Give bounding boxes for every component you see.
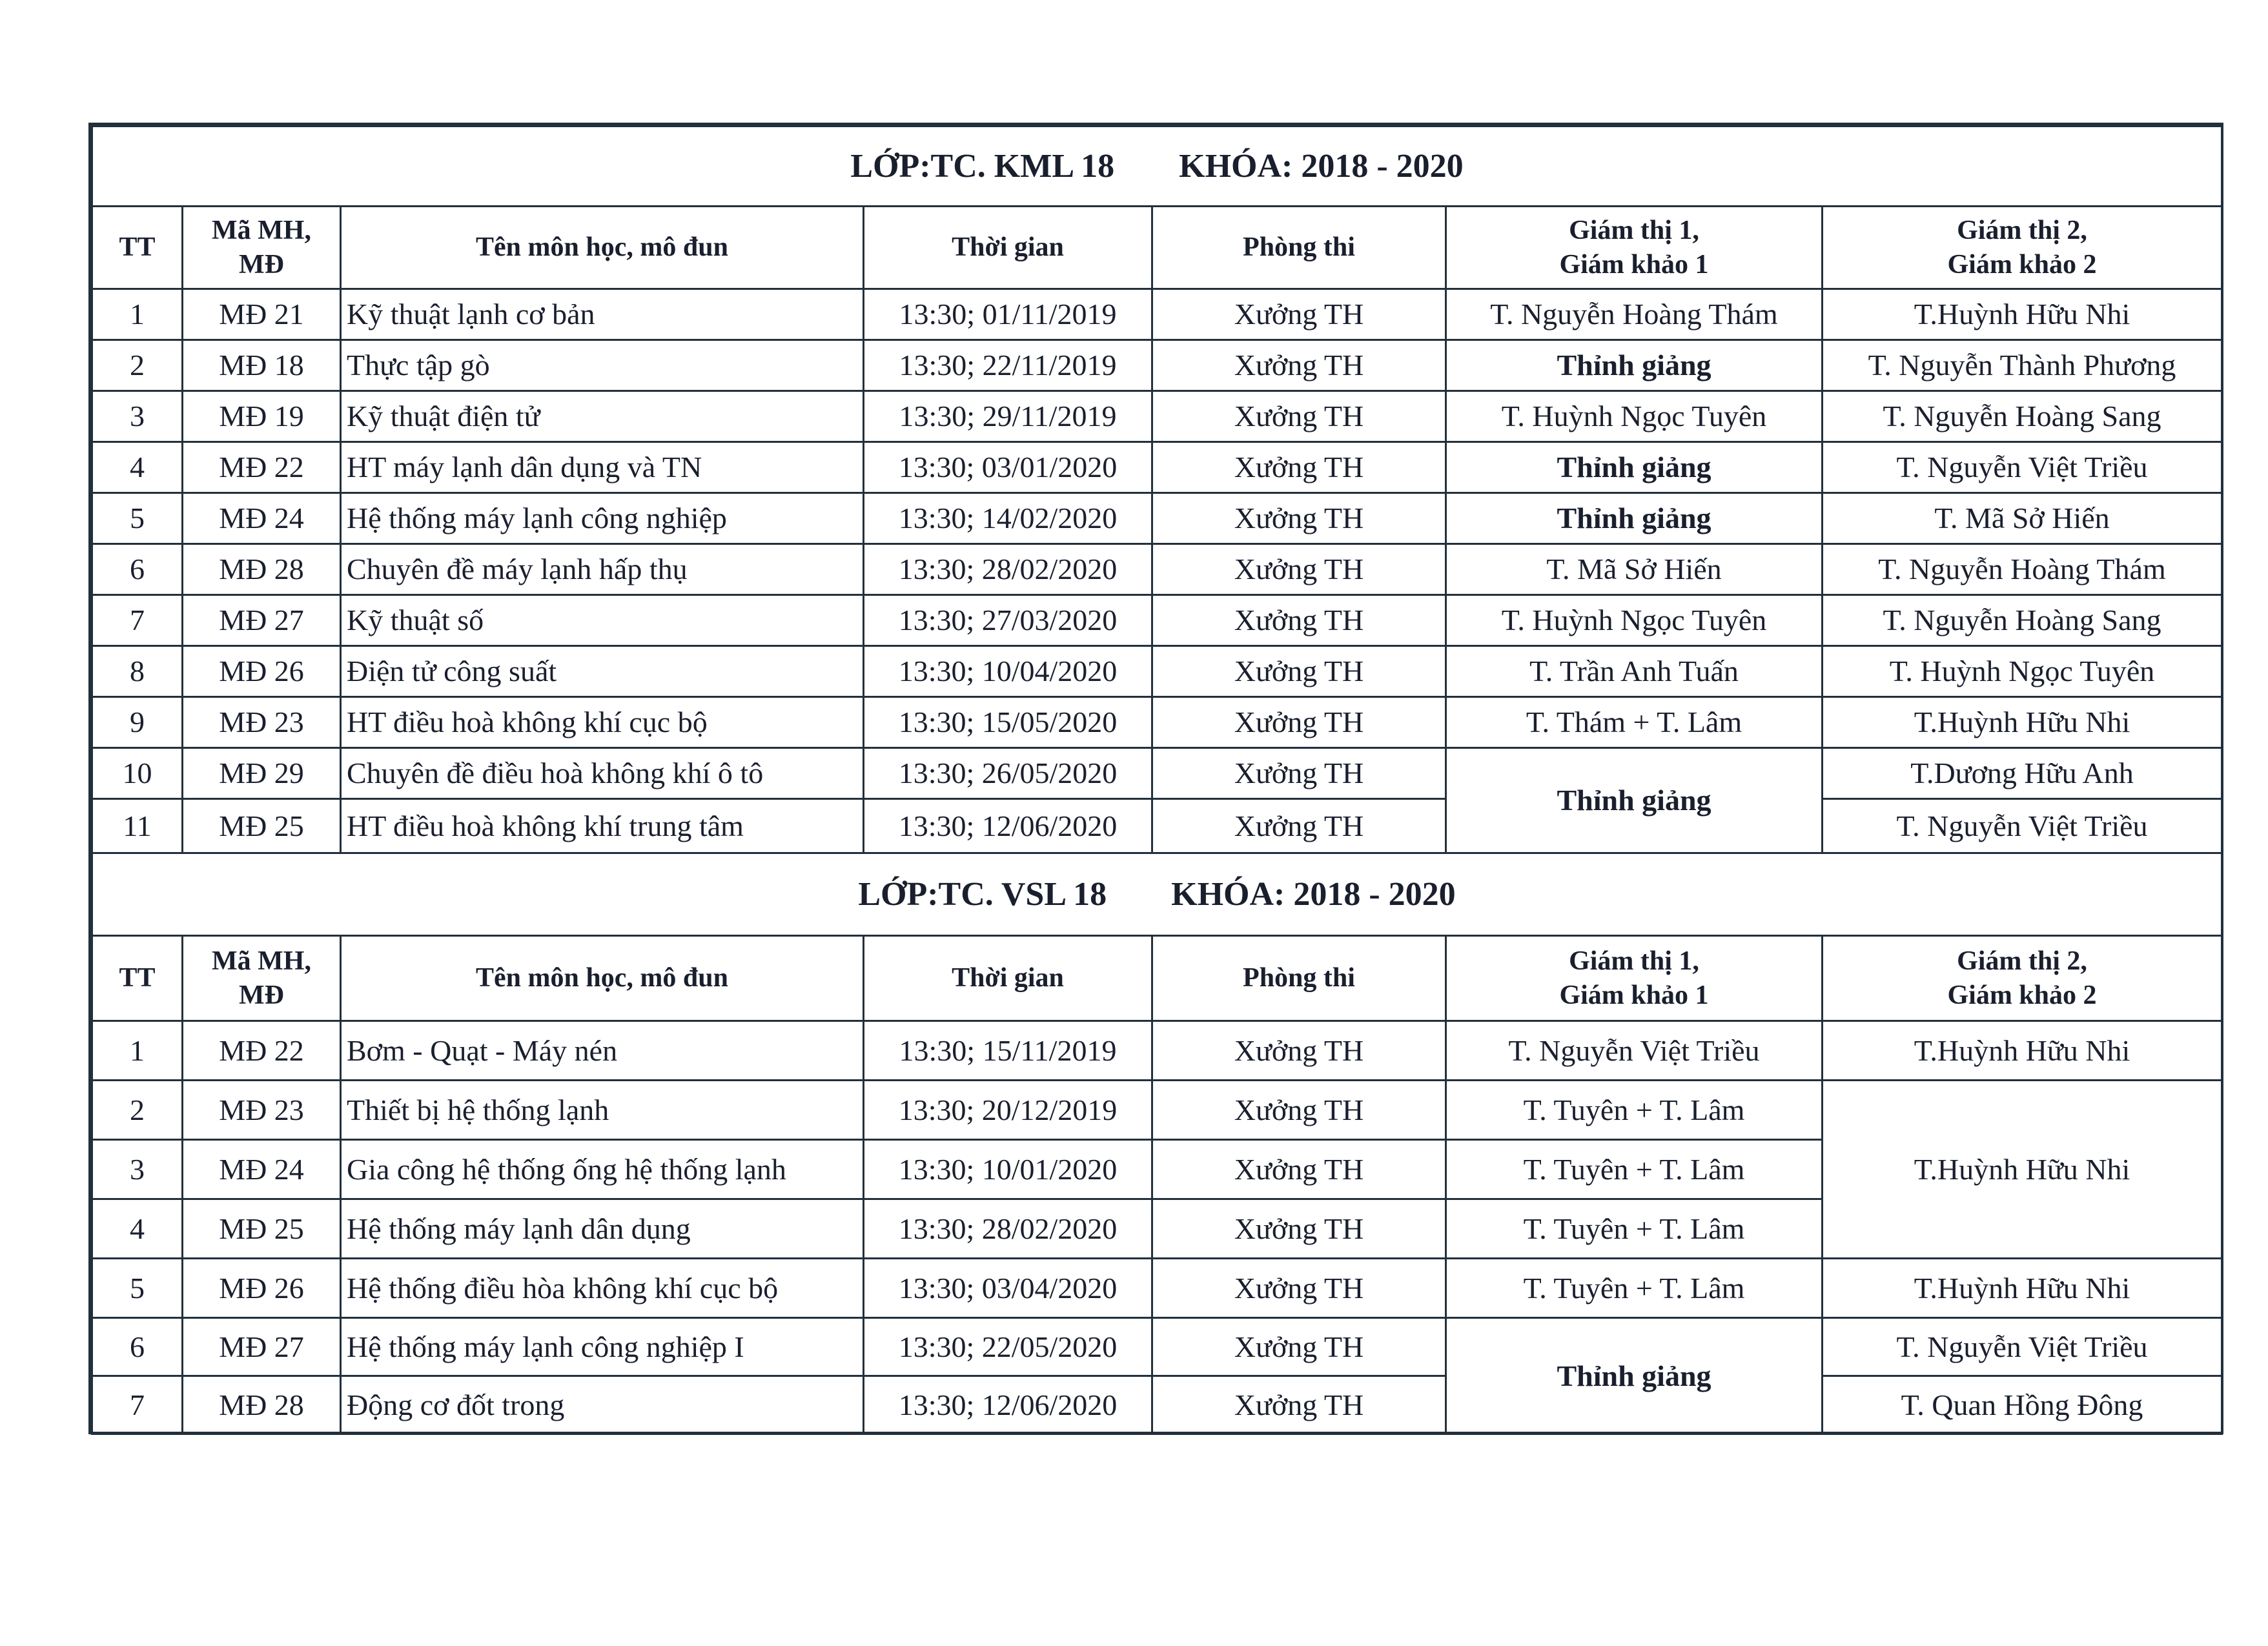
row-proctor2: T.Dương Hữu Anh — [1823, 748, 2222, 799]
row-room: Xưởng TH — [1152, 340, 1446, 391]
table-row — [92, 340, 2222, 391]
header-subject: Tên môn học, mô đun — [341, 936, 864, 1021]
row-proctor1: T. Tuyên + T. Lâm — [1446, 1259, 1823, 1318]
header-time: Thời gian — [864, 207, 1152, 289]
row-tt: 11 — [92, 799, 183, 853]
row-code: MĐ 19 — [183, 391, 341, 442]
row-tt: 5 — [92, 1259, 183, 1318]
table-row — [92, 1021, 2222, 1081]
row-code: MĐ 28 — [183, 544, 341, 595]
header-proctor1: Giám thị 1, Giám khảo 1 — [1446, 207, 1823, 289]
row-proctor1: T. Thám + T. Lâm — [1446, 697, 1823, 748]
row-room: Xưởng TH — [1152, 1376, 1446, 1434]
row-code: MĐ 23 — [183, 697, 341, 748]
row-time: 13:30; 29/11/2019 — [864, 391, 1152, 442]
row-room: Xưởng TH — [1152, 1021, 1446, 1081]
row-proctor2: T.Huỳnh Hữu Nhi — [1823, 697, 2222, 748]
row-proctor2-merged: T.Huỳnh Hữu Nhi — [1823, 1081, 2222, 1259]
table-row — [92, 1259, 2222, 1318]
row-room: Xưởng TH — [1152, 493, 1446, 544]
row-tt: 7 — [92, 595, 183, 646]
row-proctor2: T.Huỳnh Hữu Nhi — [1823, 1021, 2222, 1081]
row-room: Xưởng TH — [1152, 391, 1446, 442]
row-room: Xưởng TH — [1152, 1199, 1446, 1259]
table-row — [92, 493, 2222, 544]
row-proctor2: T. Nguyễn Hoàng Sang — [1823, 595, 2222, 646]
row-tt: 2 — [92, 340, 183, 391]
row-time: 13:30; 03/04/2020 — [864, 1259, 1152, 1318]
row-room: Xưởng TH — [1152, 1259, 1446, 1318]
table-row — [92, 442, 2222, 493]
row-time: 13:30; 15/11/2019 — [864, 1021, 1152, 1081]
table-row — [92, 595, 2222, 646]
row-subject: Kỹ thuật lạnh cơ bản — [341, 289, 864, 340]
row-proctor1-merged: Thỉnh giảng — [1446, 1318, 1823, 1434]
row-proctor1: T. Huỳnh Ngọc Tuyên — [1446, 595, 1823, 646]
row-proctor2: T. Nguyễn Việt Triều — [1823, 1318, 2222, 1376]
header-room: Phòng thi — [1152, 207, 1446, 289]
row-proctor2: T.Huỳnh Hữu Nhi — [1823, 1259, 2222, 1318]
row-time: 13:30; 22/05/2020 — [864, 1318, 1152, 1376]
row-code: MĐ 25 — [183, 799, 341, 853]
row-room: Xưởng TH — [1152, 1140, 1446, 1199]
row-time: 13:30; 01/11/2019 — [864, 289, 1152, 340]
row-code: MĐ 26 — [183, 646, 341, 697]
row-room: Xưởng TH — [1152, 1081, 1446, 1140]
table-row — [92, 1318, 2222, 1376]
row-room: Xưởng TH — [1152, 289, 1446, 340]
header-code: Mã MH, MĐ — [183, 936, 341, 1021]
row-code: MĐ 18 — [183, 340, 341, 391]
row-time: 13:30; 27/03/2020 — [864, 595, 1152, 646]
row-subject: HT điều hoà không khí cục bộ — [341, 697, 864, 748]
row-proctor1: Thỉnh giảng — [1446, 493, 1823, 544]
row-subject: Bơm - Quạt - Máy nén — [341, 1021, 864, 1081]
row-tt: 9 — [92, 697, 183, 748]
row-proctor2: T. Nguyễn Hoàng Thám — [1823, 544, 2222, 595]
row-subject: Hệ thống máy lạnh công nghiệp I — [341, 1318, 864, 1376]
row-proctor1: T. Nguyễn Hoàng Thám — [1446, 289, 1823, 340]
row-proctor1: T. Tuyên + T. Lâm — [1446, 1140, 1823, 1199]
row-subject: HT máy lạnh dân dụng và TN — [341, 442, 864, 493]
row-subject: Hệ thống máy lạnh công nghiệp — [341, 493, 864, 544]
row-time: 13:30; 20/12/2019 — [864, 1081, 1152, 1140]
row-tt: 4 — [92, 442, 183, 493]
row-tt: 6 — [92, 1318, 183, 1376]
kml-course-label: KHÓA: 2018 - 2020 — [1179, 148, 1464, 185]
header-proctor1: Giám thị 1, Giám khảo 1 — [1446, 936, 1823, 1021]
row-room: Xưởng TH — [1152, 748, 1446, 799]
exam-schedule-table — [91, 125, 2223, 1435]
row-room: Xưởng TH — [1152, 442, 1446, 493]
row-room: Xưởng TH — [1152, 1318, 1446, 1376]
row-time: 13:30; 03/01/2020 — [864, 442, 1152, 493]
header-tt: TT — [92, 207, 183, 289]
row-code: MĐ 27 — [183, 1318, 341, 1376]
row-proctor1: T. Tuyên + T. Lâm — [1446, 1081, 1823, 1140]
row-tt: 5 — [92, 493, 183, 544]
row-proctor2: T. Nguyễn Thành Phương — [1823, 340, 2222, 391]
row-tt: 4 — [92, 1199, 183, 1259]
header-proctor2: Giám thị 2, Giám khảo 2 — [1823, 936, 2222, 1021]
row-proctor2: T.Huỳnh Hữu Nhi — [1823, 289, 2222, 340]
row-code: MĐ 29 — [183, 748, 341, 799]
row-proctor1: T. Nguyễn Việt Triều — [1446, 1021, 1823, 1081]
table-row — [92, 799, 2222, 853]
row-time: 13:30; 14/02/2020 — [864, 493, 1152, 544]
vsl-header-row — [92, 936, 2222, 1021]
row-room: Xưởng TH — [1152, 544, 1446, 595]
row-code: MĐ 22 — [183, 442, 341, 493]
row-room: Xưởng TH — [1152, 697, 1446, 748]
header-code: Mã MH, MĐ — [183, 207, 341, 289]
row-proctor2: T. Nguyễn Hoàng Sang — [1823, 391, 2222, 442]
table-row — [92, 289, 2222, 340]
row-subject: Chuyên đề điều hoà không khí ô tô — [341, 748, 864, 799]
row-room: Xưởng TH — [1152, 799, 1446, 853]
table-row — [92, 697, 2222, 748]
row-time: 13:30; 28/02/2020 — [864, 1199, 1152, 1259]
row-time: 13:30; 10/04/2020 — [864, 646, 1152, 697]
row-proctor1: T. Huỳnh Ngọc Tuyên — [1446, 391, 1823, 442]
row-proctor2: T. Mã Sở Hiến — [1823, 493, 2222, 544]
row-tt: 2 — [92, 1081, 183, 1140]
row-subject: Động cơ đốt trong — [341, 1376, 864, 1434]
row-tt: 10 — [92, 748, 183, 799]
row-code: MĐ 22 — [183, 1021, 341, 1081]
table-row — [92, 748, 2222, 799]
row-proctor2: T. Quan Hồng Đông — [1823, 1376, 2222, 1434]
row-code: MĐ 23 — [183, 1081, 341, 1140]
table-row — [92, 1376, 2222, 1434]
row-code: MĐ 21 — [183, 289, 341, 340]
row-tt: 1 — [92, 289, 183, 340]
row-code: MĐ 28 — [183, 1376, 341, 1434]
row-time: 13:30; 12/06/2020 — [864, 799, 1152, 853]
row-time: 13:30; 15/05/2020 — [864, 697, 1152, 748]
row-subject: Điện tử công suất — [341, 646, 864, 697]
exam-schedule-sheet — [88, 123, 2223, 1434]
row-subject: Kỹ thuật số — [341, 595, 864, 646]
row-tt: 8 — [92, 646, 183, 697]
header-time: Thời gian — [864, 936, 1152, 1021]
row-proctor2: T. Nguyễn Việt Triều — [1823, 442, 2222, 493]
row-subject: Chuyên đề máy lạnh hấp thụ — [341, 544, 864, 595]
row-subject: Hệ thống máy lạnh dân dụng — [341, 1199, 864, 1259]
row-subject: Kỹ thuật điện tử — [341, 391, 864, 442]
row-subject: HT điều hoà không khí trung tâm — [341, 799, 864, 853]
row-code: MĐ 24 — [183, 1140, 341, 1199]
table-row — [92, 646, 2222, 697]
row-time: 13:30; 22/11/2019 — [864, 340, 1152, 391]
row-code: MĐ 26 — [183, 1259, 341, 1318]
row-subject: Gia công hệ thống ống hệ thống lạnh — [341, 1140, 864, 1199]
table-row — [92, 391, 2222, 442]
kml-header-row — [92, 207, 2222, 289]
row-proctor2: T. Huỳnh Ngọc Tuyên — [1823, 646, 2222, 697]
row-tt: 6 — [92, 544, 183, 595]
row-subject: Hệ thống điều hòa không khí cục bộ — [341, 1259, 864, 1318]
row-tt: 7 — [92, 1376, 183, 1434]
row-proctor1: T. Mã Sở Hiến — [1446, 544, 1823, 595]
row-proctor1-merged: Thỉnh giảng — [1446, 748, 1823, 853]
row-time: 13:30; 28/02/2020 — [864, 544, 1152, 595]
row-code: MĐ 27 — [183, 595, 341, 646]
row-proctor2: T. Nguyễn Việt Triều — [1823, 799, 2222, 853]
kml-section-title — [92, 127, 2222, 207]
row-tt: 3 — [92, 1140, 183, 1199]
vsl-section-title — [92, 853, 2222, 936]
header-tt: TT — [92, 936, 183, 1021]
kml-class-label: LỚP:TC. KML 18 — [850, 148, 1115, 185]
vsl-course-label: KHÓA: 2018 - 2020 — [1171, 876, 1456, 913]
table-row — [92, 1081, 2222, 1140]
row-proctor1: Thỉnh giảng — [1446, 340, 1823, 391]
row-subject: Thực tập gò — [341, 340, 864, 391]
row-time: 13:30; 26/05/2020 — [864, 748, 1152, 799]
row-room: Xưởng TH — [1152, 646, 1446, 697]
header-subject: Tên môn học, mô đun — [341, 207, 864, 289]
table-row — [92, 544, 2222, 595]
row-time: 13:30; 10/01/2020 — [864, 1140, 1152, 1199]
row-tt: 1 — [92, 1021, 183, 1081]
vsl-class-label: LỚP:TC. VSL 18 — [858, 876, 1107, 913]
row-proctor1: T. Tuyên + T. Lâm — [1446, 1199, 1823, 1259]
header-room: Phòng thi — [1152, 936, 1446, 1021]
row-proctor1: T. Trần Anh Tuấn — [1446, 646, 1823, 697]
row-room: Xưởng TH — [1152, 595, 1446, 646]
row-time: 13:30; 12/06/2020 — [864, 1376, 1152, 1434]
row-code: MĐ 24 — [183, 493, 341, 544]
row-proctor1: Thỉnh giảng — [1446, 442, 1823, 493]
row-subject: Thiết bị hệ thống lạnh — [341, 1081, 864, 1140]
header-proctor2: Giám thị 2, Giám khảo 2 — [1823, 207, 2222, 289]
row-tt: 3 — [92, 391, 183, 442]
row-code: MĐ 25 — [183, 1199, 341, 1259]
